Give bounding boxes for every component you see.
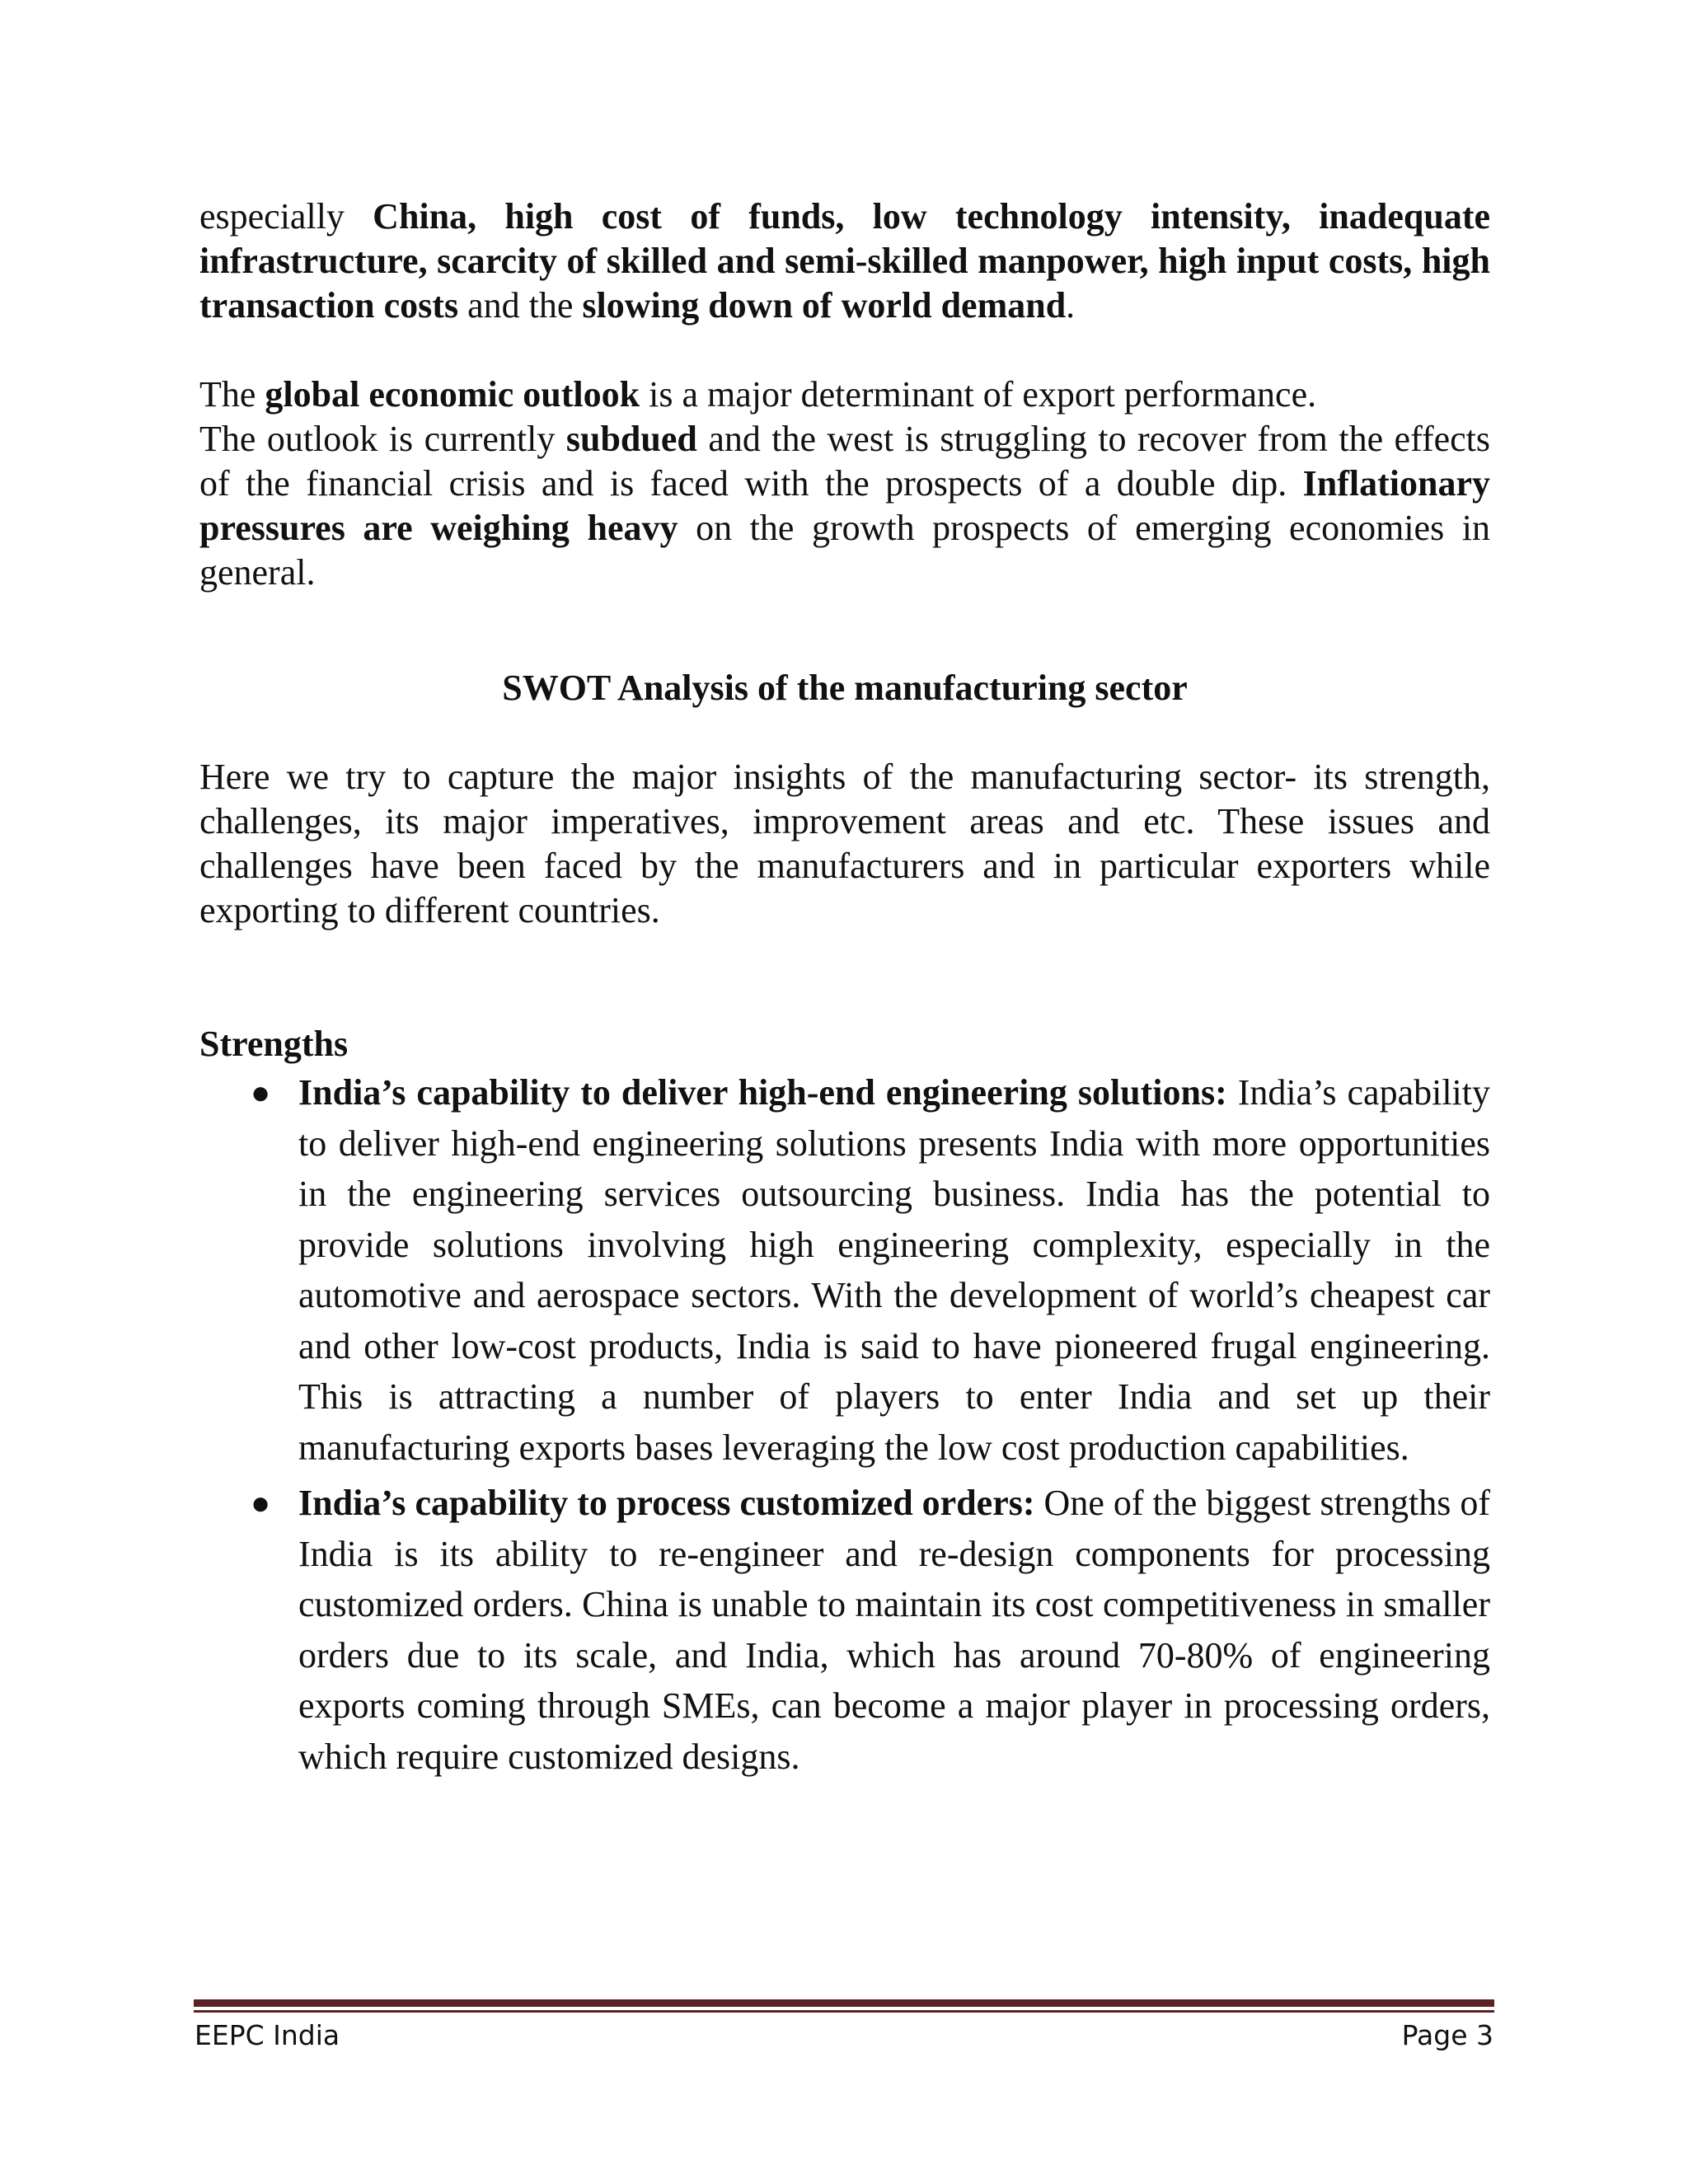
para2-bold-outlook: global economic outlook bbox=[265, 374, 640, 415]
paragraph-outlook-intro bbox=[199, 373, 1490, 417]
para1-bold-constraints: China, high cost of funds, low technology intensity, inadequate infrastructure, scarcity of skilled and semi-skilled manpower, high input costs, high transaction costs bbox=[199, 196, 1490, 326]
para2-text-1: The bbox=[199, 374, 265, 415]
footer-organization: EEPC India bbox=[195, 2019, 340, 2051]
paragraph-swot-intro: Here we try to capture the major insights of the manufacturing sector- its strength, challenges, its major imperatives, improvement areas and etc. These issues and challenges have been faced by the manufacturers and in particular exporters while exporting to different countries. bbox=[199, 757, 1490, 930]
para1-text-1: especially bbox=[199, 196, 373, 237]
paragraph-outlook-detail bbox=[199, 417, 1490, 595]
strength-item-title: India’s capability to deliver high-end engineering solutions: bbox=[298, 1072, 1227, 1113]
strengths-heading: Strengths bbox=[199, 1024, 349, 1064]
footer-rule-thin bbox=[194, 2010, 1494, 2013]
bullet-icon: ● bbox=[251, 1484, 271, 1521]
para3-text-3: on the growth prospects of emerging economies in general. bbox=[199, 508, 1491, 593]
para1-bold-demand: slowing down of world demand bbox=[582, 285, 1067, 326]
para3-text-1: The outlook is currently bbox=[199, 419, 566, 459]
para3-bold-subdued: subdued bbox=[565, 419, 697, 459]
strength-item-text: One of the biggest strengths of India is its ability to re-engineer and re-design components for processing customized orders. China is unable to maintain its cost competitiveness in smaller orders due to its scale, and India, which has around 70-80% of engineering exports coming through SMEs, can become a major player in processing orders, which require customized designs. bbox=[298, 1483, 1491, 1777]
para2-text-2: is a major determinant of export performance. bbox=[640, 374, 1317, 415]
strengths-list bbox=[199, 1067, 1490, 1787]
para3-bold-inflation: Inflationary pressures are weighing heavy bbox=[199, 463, 1490, 548]
para1-text-3: . bbox=[1066, 285, 1076, 326]
strength-item-engineering-solutions bbox=[199, 1067, 1490, 1473]
para1-text-2: and the bbox=[458, 285, 583, 326]
paragraph-constraints bbox=[199, 194, 1490, 328]
footer-page-number: Page 3 bbox=[1401, 2019, 1493, 2051]
footer-rule bbox=[194, 1999, 1494, 2007]
strength-item-title: India’s capability to process customized orders: bbox=[298, 1483, 1035, 1523]
strength-item-customized-orders bbox=[199, 1478, 1490, 1782]
strength-item-text: India’s capability to deliver high-end engineering solutions presents India with more opportunities in the engineering services outsourcing business. India has the potential to provide solutions involving high engineering complexity, especially in the automotive and aerospace sectors. With the development of world’s cheapest car and other low-cost products, India is said to have pioneered frugal engineering. This is attracting a number of players to enter India and set up their manufacturing exports bases leveraging the low cost production capabilities. bbox=[298, 1072, 1490, 1468]
para3-text-2: and the west is struggling to recover from the effects of the financial crisis and is faced with the prospects of a double dip. bbox=[199, 419, 1491, 504]
bullet-icon: ● bbox=[251, 1074, 271, 1111]
swot-heading: SWOT Analysis of the manufacturing sector bbox=[502, 668, 1188, 708]
